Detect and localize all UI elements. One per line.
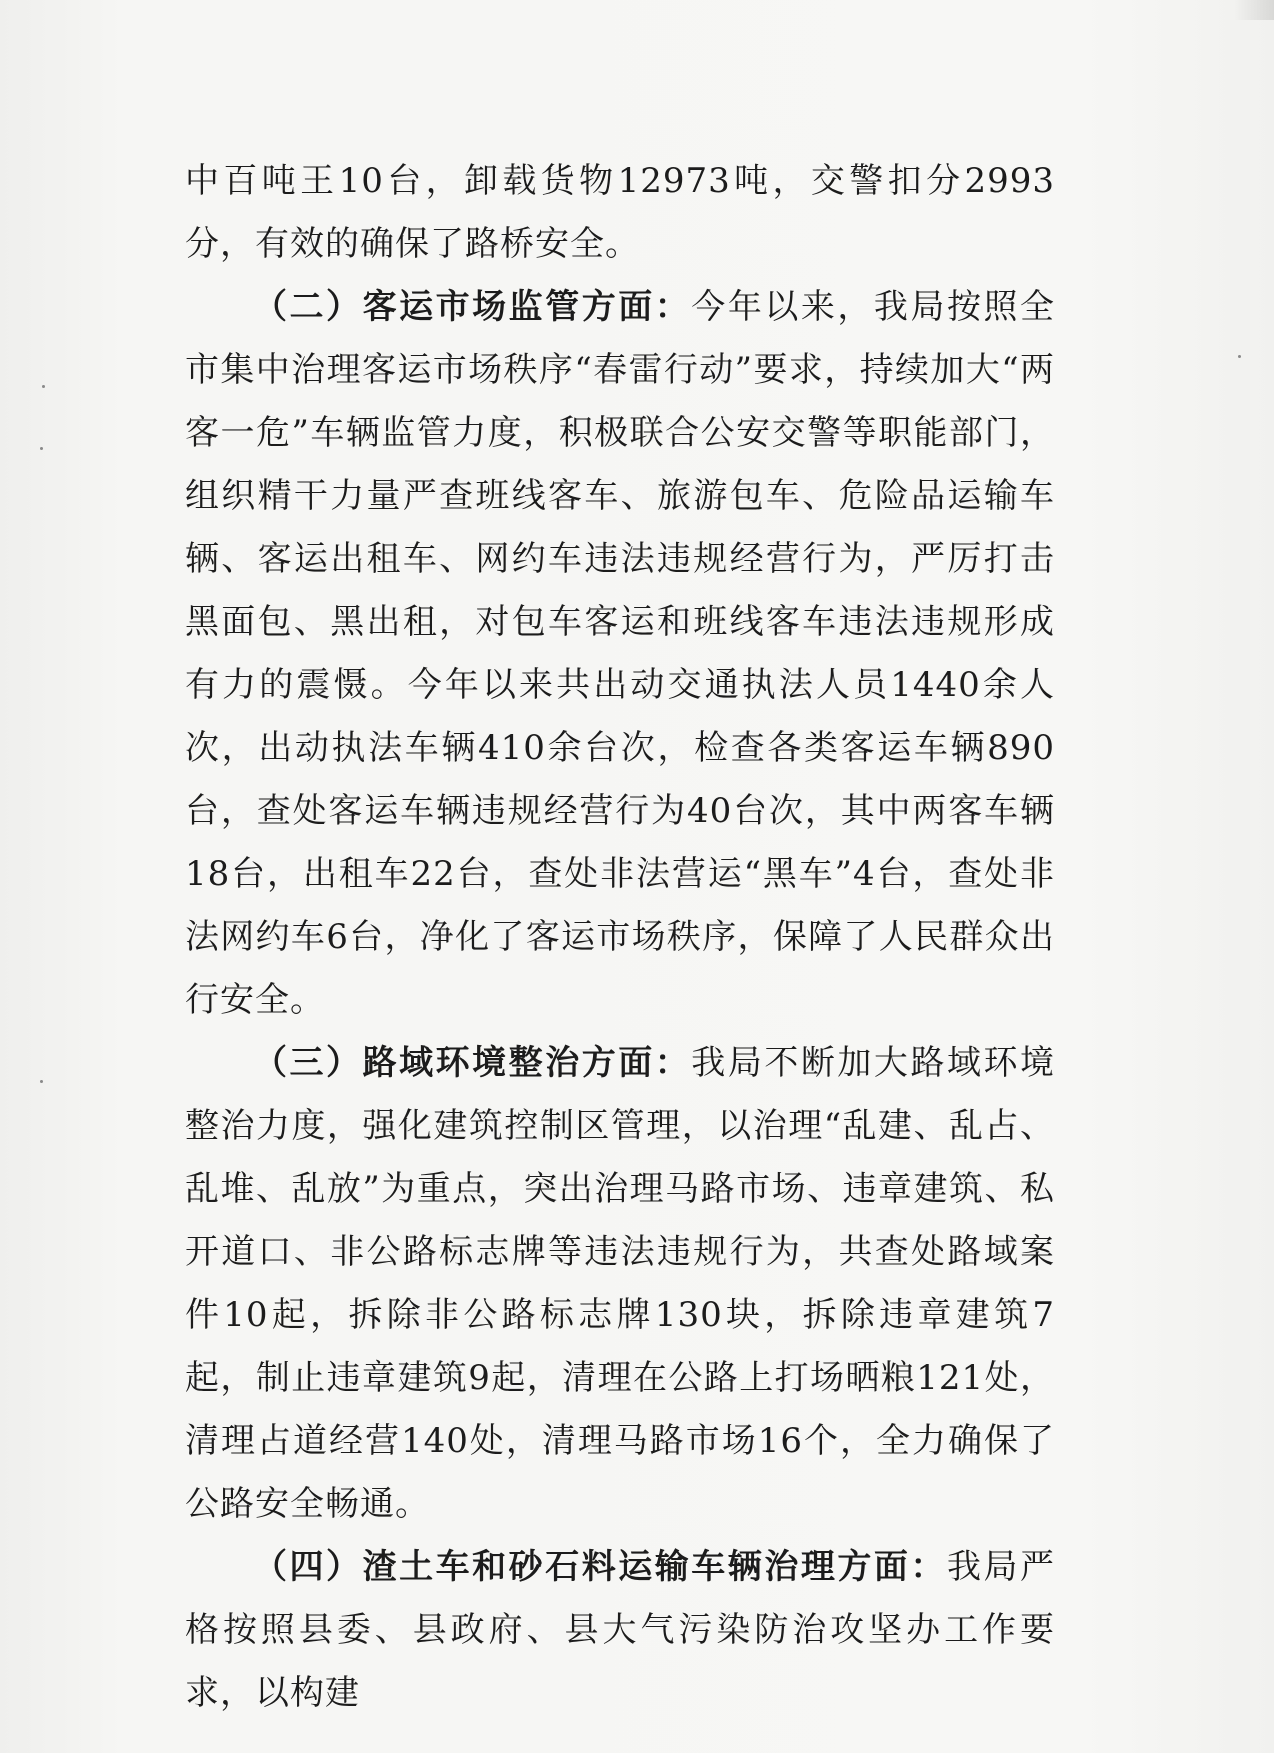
paragraph-continuation [185, 150, 1055, 276]
scan-speck [42, 385, 45, 388]
paragraph-text: 我局严格按照县委、县政府、县大气污染防治攻坚办工作要求，以构建 [185, 1547, 1056, 1713]
paragraph-text: 我局不断加大路域环境整治力度，强化建筑控制区管理，以治理“乱建、乱占、乱堆、乱放”为重点，突出治理马路市场、违章建筑、私开道口、非公路标志牌等违法违规行为，共查处路域案件10起，拆除非公路标志牌130块，拆除违章建筑7起，制止违章建筑9起，清理在公路上打场晒粮121处，清理占道经营140处，清理马路市场16个，全力确保了公路安全畅通。 [185, 1043, 1056, 1524]
paragraph-muck-truck [185, 1536, 1055, 1725]
section-heading: （四）渣土车和砂石料运输车辆治理方面： [253, 1547, 947, 1587]
paragraph-passenger-transport [185, 276, 1055, 1032]
paragraph-text: 今年以来，我局按照全市集中治理客运市场秩序“春雷行动”要求，持续加大“两客一危”车辆监管力度，积极联合公安交警等职能部门，组织精干力量严查班线客车、旅游包车、危险品运输车辆、客运出租车、网约车违法违规经营行为，严厉打击黑面包、黑出租，对包车客运和班线客车违法违规形成有力的震慑。今年以来共出动交通执法人员1440余人次，出动执法车辆410余台次，检查各类客运车辆890台，查处客运车辆违规经营行为40台次，其中两客车辆18台，出租车22台，查处非法营运“黑车”4台，查处非法网约车6台，净化了客运市场秩序，保障了人民群众出行安全。 [185, 287, 1056, 1020]
document-body [185, 150, 1055, 1725]
scan-speck [40, 447, 43, 450]
section-heading: （三）路域环境整治方面： [253, 1043, 692, 1083]
paragraph-road-environment [185, 1032, 1055, 1536]
scan-speck [40, 1080, 43, 1083]
scan-shadow [1234, 0, 1274, 20]
paragraph-text: 中百吨王10台，卸载货物12973吨，交警扣分2993分，有效的确保了路桥安全。 [185, 161, 1055, 264]
section-heading: （二）客运市场监管方面： [253, 287, 692, 327]
scan-speck [1238, 355, 1241, 358]
